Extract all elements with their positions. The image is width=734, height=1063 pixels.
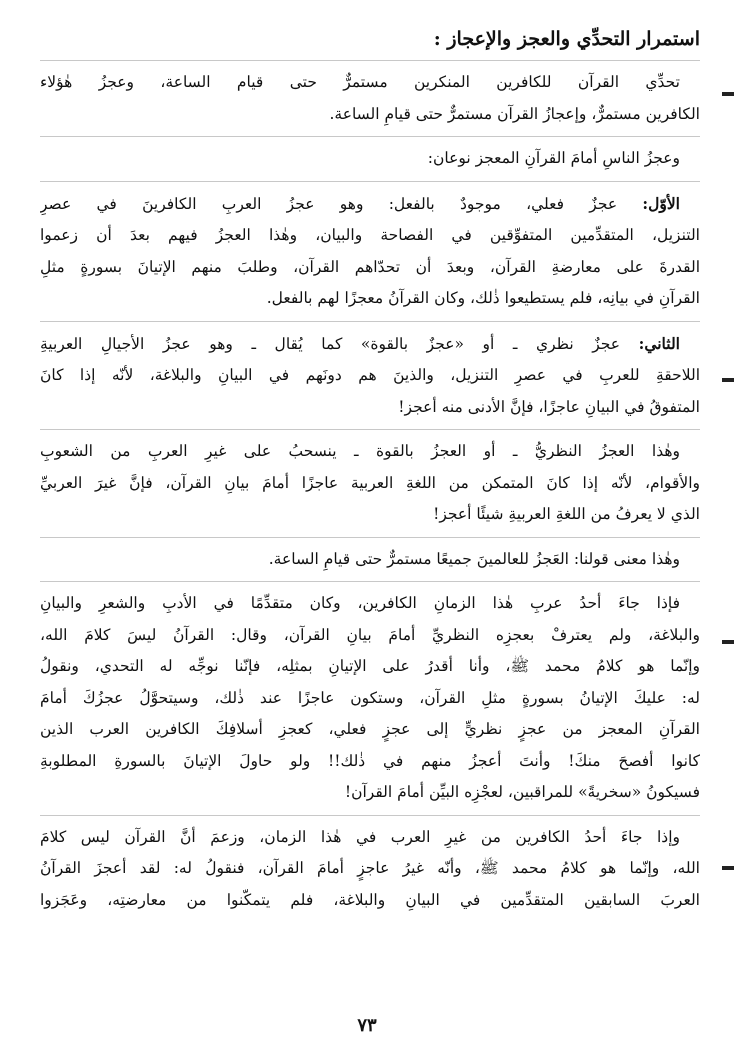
- text-line: [40, 188, 700, 221]
- page-body: [40, 24, 700, 916]
- text-line: كانوا أفصحَ منكَ! وأنتَ أعجزُ منهم في ذٰلك!! ولو حاولَ الإتيانَ بالسورةِ المطلوبةِ: [40, 751, 700, 770]
- margin-mark: [722, 92, 734, 96]
- paragraph-4: [40, 544, 700, 576]
- lead-label: الثاني:: [638, 333, 680, 353]
- text-line: تحدِّي القرآن للكافرين المنكرين مستمرٌّ حتى قيام الساعة، وعجزُ هٰؤلاء: [40, 73, 680, 91]
- text-line: اللاحقةِ للعربِ في عصرِ التنزيل، والذينَ هم دونَهم في البيانِ والبلاغة، لأنّه إذا كانَ: [40, 366, 700, 384]
- text-line: المتفوقُ في البيانِ عاجزًا، فإنَّ الأدنى منه أعجز!: [398, 397, 700, 416]
- divider: [40, 181, 700, 182]
- text-line: فإذا جاءَ أحدُ عربِ هٰذا الزمانِ الكافرين، وكان متقدِّمًا في الأدبِ والشعرِ والبيانِ: [40, 594, 680, 612]
- divider: [40, 429, 700, 430]
- lead-label: الأوّل:: [642, 193, 680, 213]
- divider: [40, 321, 700, 322]
- text-line: والأقوام، لأنّه إذا كانَ المتمكن من اللغةِ العربية عاجزًا أمامَ بيانِ القرآن، فإنَّ غيرَ العربيِّ: [40, 473, 700, 492]
- text-line: التنزيل، المتقدِّمين المتفوِّقين في الفصاحة والبيان، وهٰذا العجزُ فيهم بعدَ أن زعموا: [40, 226, 700, 244]
- paragraph-1: [40, 67, 700, 130]
- margin-mark: [722, 640, 734, 644]
- text-line: القدرةَ على معارضةِ القرآن، وبعدَ أن تحدّاهم القرآن، وطلبَ منهم الإتيانَ بسورةٍ مثلِ: [40, 257, 700, 276]
- text-line: وهٰذا العجزُ النظريُّ ـ أو العجزُ بالقوة ـ ينسحبُ على غيرِ العربِ من الشعوبِ: [40, 442, 680, 460]
- divider: [40, 136, 700, 137]
- paragraph-5: [40, 588, 700, 809]
- text-line: العربَ السابقين المتقدِّمين في البيانِ والبلاغة، فلم يتمكّنوا من معارضتِه، وعَجَزوا: [40, 890, 700, 909]
- section-heading: استمرار التحدِّي والعجز والإعجاز :: [433, 28, 700, 50]
- text-line: القرآنِ في بيانِه، فلم يستطيعوا ذٰلك، وكان القرآنُ معجزًا لهم بالفعل.: [266, 289, 700, 307]
- paragraph-first-type: [40, 188, 700, 315]
- text-span: عجزٌ نظري ـ أو «عجزٌ بالقوة» كما يُقال ـ وهو عجزُ الأجيالِ العربيةِ: [40, 334, 621, 353]
- text-line: وإنّما هو كلامُ محمد ﷺ، وأنا أقدرُ على الإتيانِ بمثلِه، فإنّنا نوجِّه له التحدي، ونقولُ: [40, 657, 700, 675]
- text-line: القرآنِ المعجز من عجزٍ نظريٍّ إلى عجزٍ فعلي، كعجزِ أسلافِكَ الكافرين العرب الذين: [40, 720, 700, 738]
- text-line: والبلاغة، ولم يعترفْ بعجزِه النظريِّ أمامَ بيانِ القرآن، وقال: القرآنُ ليسَ كلامَ الله،: [40, 625, 700, 644]
- divider: [40, 581, 700, 582]
- text-line: الله، وإنّما هو كلامُ محمد ﷺ، وأنّه غيرُ عاجزٍ أمامَ القرآن، فنقولُ له: لقد أعجزَ القرآنُ: [40, 859, 700, 877]
- text-line: وإذا جاءَ أحدُ الكافرين من غيرِ العرب في هٰذا الزمان، وزعمَ أنَّ القرآن ليس كلامَ: [40, 827, 680, 846]
- paragraph-3: [40, 436, 700, 531]
- text-line: وعجزُ الناسِ أمامَ القرآنِ المعجز نوعان:: [427, 149, 680, 167]
- margin-mark: [722, 866, 734, 870]
- text-line: له: عليكَ الإتيانُ بسورةٍ مثلِ القرآن، وستكون عاجزًا عند ذٰلك، وسيتحوَّلُ عجزُكَ أمامَ: [40, 688, 700, 707]
- text-line: الذي لا يعرفُ من اللغةِ العربيةِ شيئًا أعجز!: [433, 505, 700, 523]
- paragraph-second-type: [40, 328, 700, 424]
- divider: [40, 60, 700, 61]
- page-number: ٧٣: [357, 1015, 377, 1036]
- divider: [40, 537, 700, 538]
- divider: [40, 815, 700, 816]
- paragraph-2: [40, 143, 700, 175]
- margin-mark: [722, 378, 734, 382]
- text-line: [40, 328, 700, 361]
- text-line: فسيكونُ «سخريةً» للمراقبين، لعجْزِه البيِّن أمامَ القرآن!: [344, 783, 700, 801]
- text-span: عجزٌ فعلي، موجودٌ بالفعل: وهو عجزُ العربِ الكافرينَ في عصرِ: [40, 194, 618, 213]
- text-line: وهٰذا معنى قولنا: العَجزُ للعالمينَ جميعًا مستمرٌّ حتى قيامِ الساعة.: [268, 549, 680, 568]
- paragraph-6: [40, 822, 700, 917]
- text-line: الكافرين مستمرٌّ، وإعجازُ القرآن مستمرٌّ حتى قيامِ الساعة.: [329, 104, 700, 123]
